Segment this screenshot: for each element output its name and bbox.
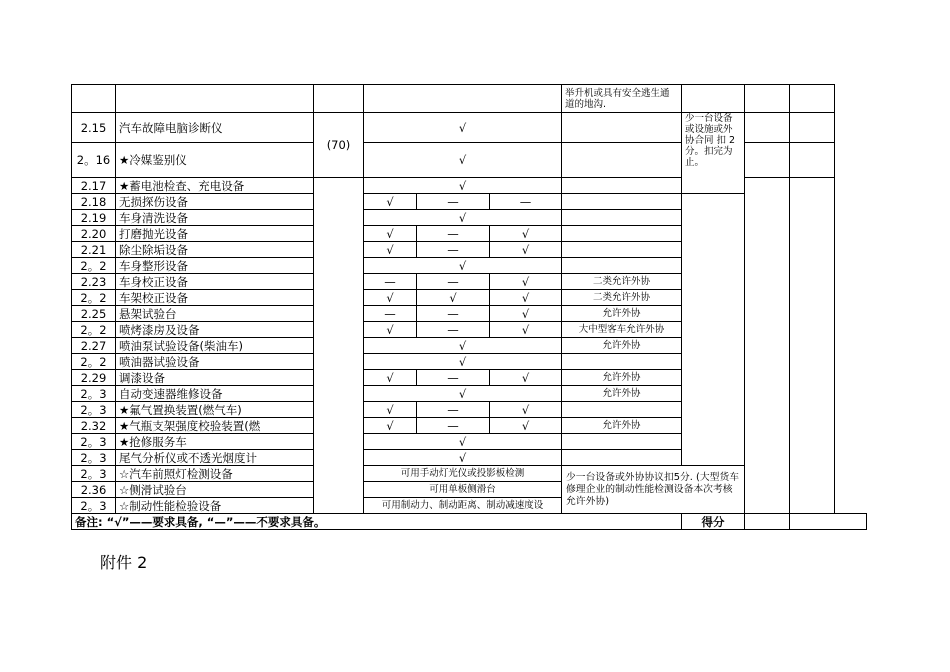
remark-cell: [562, 242, 682, 258]
row-number: 2.25: [72, 306, 116, 322]
equipment-name: 喷烤漆房及设备: [116, 322, 314, 338]
row-number: 2。3: [72, 402, 116, 418]
category-2: —: [417, 402, 490, 418]
row-number: 2.29: [72, 370, 116, 386]
equipment-name: ★抢修服务车: [116, 434, 314, 450]
category-all: 可用制动力、制动距离、制动减速度设: [364, 498, 562, 514]
row-number: 2.36: [72, 482, 116, 498]
equipment-name: 打磨抛光设备: [116, 226, 314, 242]
equipment-name: ★气瓶支架强度校验装置(燃: [116, 418, 314, 434]
category-all: 可用单板侧滑台: [364, 482, 562, 498]
category-2: —: [417, 370, 490, 386]
remark-cell: 允许外协: [562, 306, 682, 322]
table-row: [72, 178, 867, 194]
row-number: 2.27: [72, 338, 116, 354]
remark-cell: 大中型客车允许外协: [562, 322, 682, 338]
category-all: √: [364, 258, 562, 274]
category-2: —: [417, 418, 490, 434]
category-all: √: [364, 113, 562, 143]
bottom-deduction-note: 少一台设备或外协协议扣5分. (大型货车修理企业的制动性能检测设备本次考核允许外协): [562, 466, 745, 514]
table-row: [72, 85, 867, 113]
category-1: √: [364, 226, 417, 242]
equipment-name: ★蓄电池检查、充电设备: [116, 178, 314, 194]
equipment-name: 除尘除垢设备: [116, 242, 314, 258]
remark-cell: [562, 178, 682, 194]
equipment-name: 尾气分析仪或不透光烟度计: [116, 450, 314, 466]
remark-cell: 二类允许外协: [562, 290, 682, 306]
row-number: 2。3: [72, 434, 116, 450]
category-all: √: [364, 143, 562, 178]
score-rule-empty: [682, 194, 745, 466]
equipment-name: 汽车故障电脑诊断仪: [116, 113, 314, 143]
category-3: √: [490, 290, 562, 306]
category-2: —: [417, 306, 490, 322]
remark-cell: 允许外协: [562, 370, 682, 386]
remark-cell: [562, 258, 682, 274]
points-cell-empty: [314, 178, 364, 514]
remark-cell: [562, 434, 682, 450]
remark-row: [72, 514, 867, 530]
remark-text: 备注: “√”——要求具备, “—”——不要求具备。: [72, 514, 682, 530]
remark-cell: [562, 210, 682, 226]
row-number: 2。3: [72, 498, 116, 514]
equipment-name: 喷油器试验设备: [116, 354, 314, 370]
category-2: —: [417, 242, 490, 258]
remark-cell: 允许外协: [562, 338, 682, 354]
row-number: 2。16: [72, 143, 116, 178]
row-number: 2。3: [72, 466, 116, 482]
remark-cell: [562, 113, 682, 143]
row-number: 2。2: [72, 290, 116, 306]
category-3: √: [490, 370, 562, 386]
category-3: √: [490, 226, 562, 242]
equipment-table: [71, 84, 867, 530]
category-1: √: [364, 418, 417, 434]
category-1: √: [364, 242, 417, 258]
equipment-name: 悬架试验台: [116, 306, 314, 322]
remark-cell: 允许外协: [562, 418, 682, 434]
category-all: √: [364, 338, 562, 354]
table-row: [72, 143, 867, 178]
category-1: √: [364, 402, 417, 418]
category-2: —: [417, 226, 490, 242]
category-1: √: [364, 322, 417, 338]
equipment-name: 车架校正设备: [116, 290, 314, 306]
row-number: 2.17: [72, 178, 116, 194]
category-2: —: [417, 274, 490, 290]
row-number: 2。3: [72, 450, 116, 466]
category-all: √: [364, 354, 562, 370]
category-3: √: [490, 322, 562, 338]
equipment-name: 调漆设备: [116, 370, 314, 386]
category-2: —: [417, 194, 490, 210]
category-all: √: [364, 210, 562, 226]
category-3: √: [490, 418, 562, 434]
category-all: √: [364, 450, 562, 466]
category-3: —: [490, 194, 562, 210]
fragment-note: 举升机或具有安全逃生通道的地沟.: [562, 85, 682, 113]
equipment-name: ★氟气置换装置(燃气车): [116, 402, 314, 418]
equipment-name: 车身清洗设备: [116, 210, 314, 226]
row-number: 2.20: [72, 226, 116, 242]
row-number: 2.21: [72, 242, 116, 258]
row-number: 2.23: [72, 274, 116, 290]
remark-cell: [562, 226, 682, 242]
category-all: √: [364, 178, 562, 194]
row-number: 2.18: [72, 194, 116, 210]
remark-cell: [562, 450, 682, 466]
remark-cell: 二类允许外协: [562, 274, 682, 290]
equipment-name: 车身校正设备: [116, 274, 314, 290]
equipment-name: ☆制动性能检验设备: [116, 498, 314, 514]
category-3: √: [490, 242, 562, 258]
category-2: —: [417, 322, 490, 338]
category-1: —: [364, 306, 417, 322]
score-rule-note: 少一台设备或设施或外协合同 扣 2 分。扣完为止。: [682, 113, 745, 194]
category-3: √: [490, 402, 562, 418]
equipment-name: ★冷媒鉴别仪: [116, 143, 314, 178]
equipment-name: 车身整形设备: [116, 258, 314, 274]
attachment-label: 附件 2: [100, 553, 148, 572]
row-number: 2.32: [72, 418, 116, 434]
remark-cell: [562, 402, 682, 418]
remark-cell: [562, 354, 682, 370]
points-cell: (70): [314, 113, 364, 178]
row-number: 2。2: [72, 258, 116, 274]
score-value: [745, 514, 790, 530]
category-3: √: [490, 274, 562, 290]
row-number: 2.19: [72, 210, 116, 226]
equipment-name: 喷油泵试验设备(柴油车): [116, 338, 314, 354]
category-all: 可用手动灯光仪或投影板检测: [364, 466, 562, 482]
remark-cell: [562, 194, 682, 210]
row-number: 2。2: [72, 354, 116, 370]
row-number: 2。3: [72, 386, 116, 402]
category-all: √: [364, 434, 562, 450]
row-number: 2。2: [72, 322, 116, 338]
category-1: √: [364, 290, 417, 306]
score-label: 得分: [682, 514, 745, 530]
category-1: √: [364, 370, 417, 386]
category-3: √: [490, 306, 562, 322]
category-2: √: [417, 290, 490, 306]
table-row: [72, 113, 867, 143]
equipment-name: 自动变速器维修设备: [116, 386, 314, 402]
remark-cell: [562, 143, 682, 178]
equipment-name: ☆侧滑试验台: [116, 482, 314, 498]
row-number: 2.15: [72, 113, 116, 143]
category-1: √: [364, 194, 417, 210]
equipment-name: 无损探伤设备: [116, 194, 314, 210]
remark-cell: 允许外协: [562, 386, 682, 402]
equipment-name: ☆汽车前照灯检测设备: [116, 466, 314, 482]
category-1: —: [364, 274, 417, 290]
category-all: √: [364, 386, 562, 402]
